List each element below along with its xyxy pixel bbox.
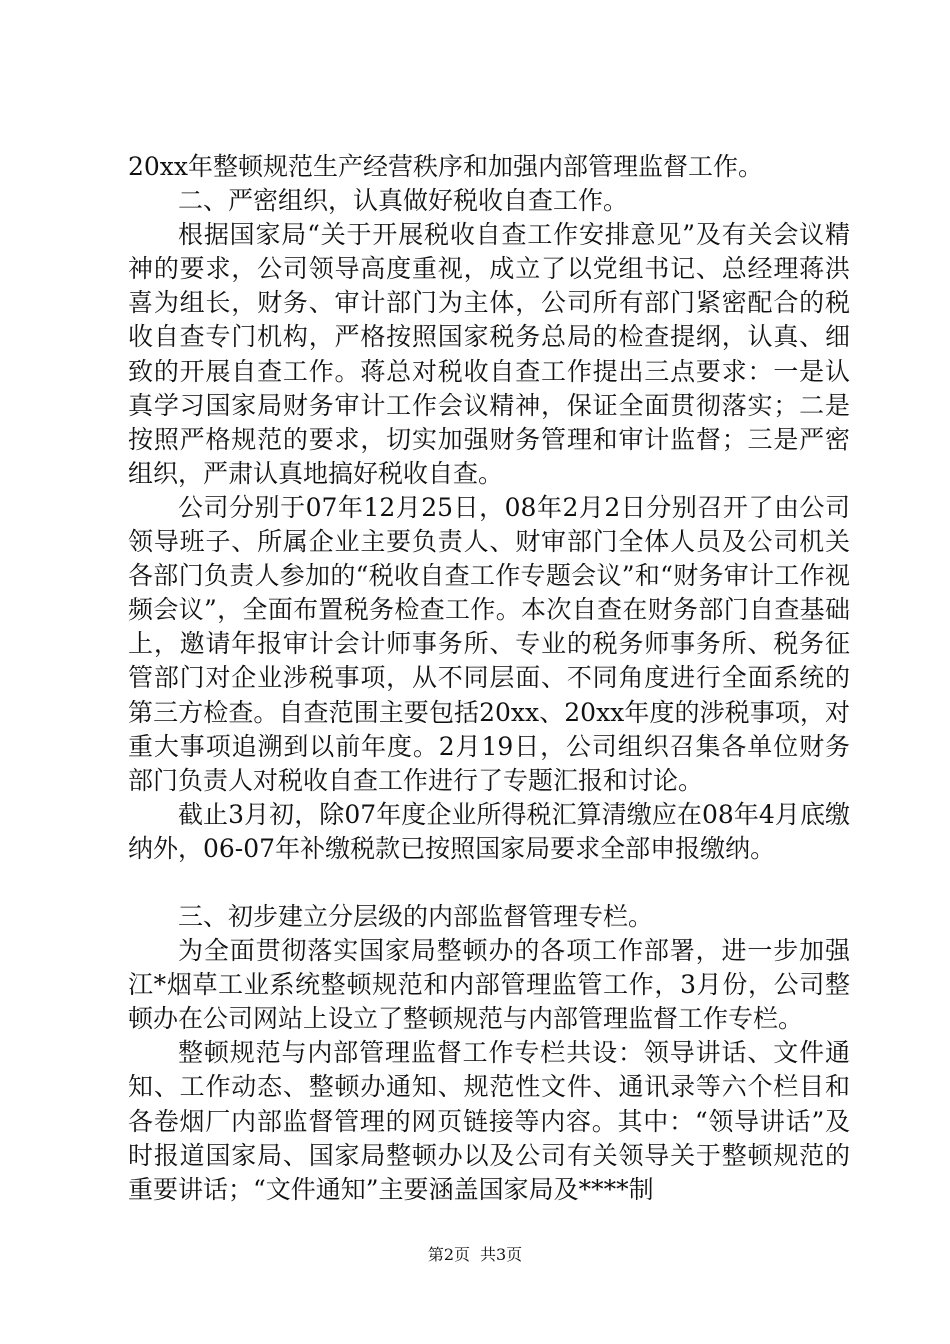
section-heading-2: 二、严密组织，认真做好税收自查工作。 [178,186,629,216]
paragraph-tax-payment: 截止3月初，除07年度企业所得税汇算清缴应在08年4月底缴纳外，06-07年补缴税款已按照国家局要求全部申报缴纳。 [128,799,850,863]
paragraph-column-content: 整顿规范与内部管理监督工作专栏共设：领导讲话、文件通知、工作动态、整顿办通知、规范性文件、通讯录等六个栏目和各卷烟厂内部监督管理的网页链接等内容。其中：“领导讲话”及时报道国家局、国家局整顿办以及公司有关领导关于整顿规范的重要讲话；“文件通知”主要涵盖国家局及****制 [128,1038,850,1204]
paragraph-continuation: 20xx年整顿规范生产经营秩序和加强内部管理监督工作。 [128,152,764,181]
page-footer [0,1242,950,1265]
paragraph-tax-selfcheck-org: 根据国家局“关于开展税收自查工作安排意见”及有关会议精神的要求，公司领导高度重视，成立了以党组书记、总经理蒋洪喜为组长，财务、审计部门为主体，公司所有部门紧密配合的税收自查专门机构，严格按照国家税务总局的检查提纲，认真、细致的开展自查工作。蒋总对税收自查工作提出三点要求：一是认真学习国家局财务审计工作会议精神，保证全面贯彻落实；二是按照严格规范的要求，切实加强财务管理和审计监督；三是严密组织，严肃认真地搞好税收自查。 [128,220,850,488]
page-number: 第2页 [427,1245,470,1264]
section-heading-3: 三、初步建立分层级的内部监督管理专栏。 [178,901,654,931]
paragraph-spacer [128,866,850,900]
document-body [128,150,850,1207]
page-total: 共3页 [480,1245,523,1264]
paragraph-meetings: 公司分别于07年12月25日，08年2月2日分别召开了由公司领导班子、所属企业主要负责人、财审部门全体人员及公司机关各部门负责人参加的“税收自查工作专题会议”和“财务审计工作视频会议”，全面布置税务检查工作。本次自查在财务部门自查基础上，邀请年报审计会计师事务所、专业的税务师事务所、税务征管部门对企业涉税事项，从不同层面、不同角度进行全面系统的第三方检查。自查范围主要包括20xx、20xx年度的涉税事项，对重大事项追溯到以前年度。2月19日，公司组织召集各单位财务部门负责人对税收自查工作进行了专题汇报和讨论。 [128,492,850,795]
paragraph-column-setup: 为全面贯彻落实国家局整顿办的各项工作部署，进一步加强江*烟草工业系统整顿规范和内部管理监管工作，3月份，公司整顿办在公司网站上设立了整顿规范与内部管理监督工作专栏。 [128,936,850,1034]
